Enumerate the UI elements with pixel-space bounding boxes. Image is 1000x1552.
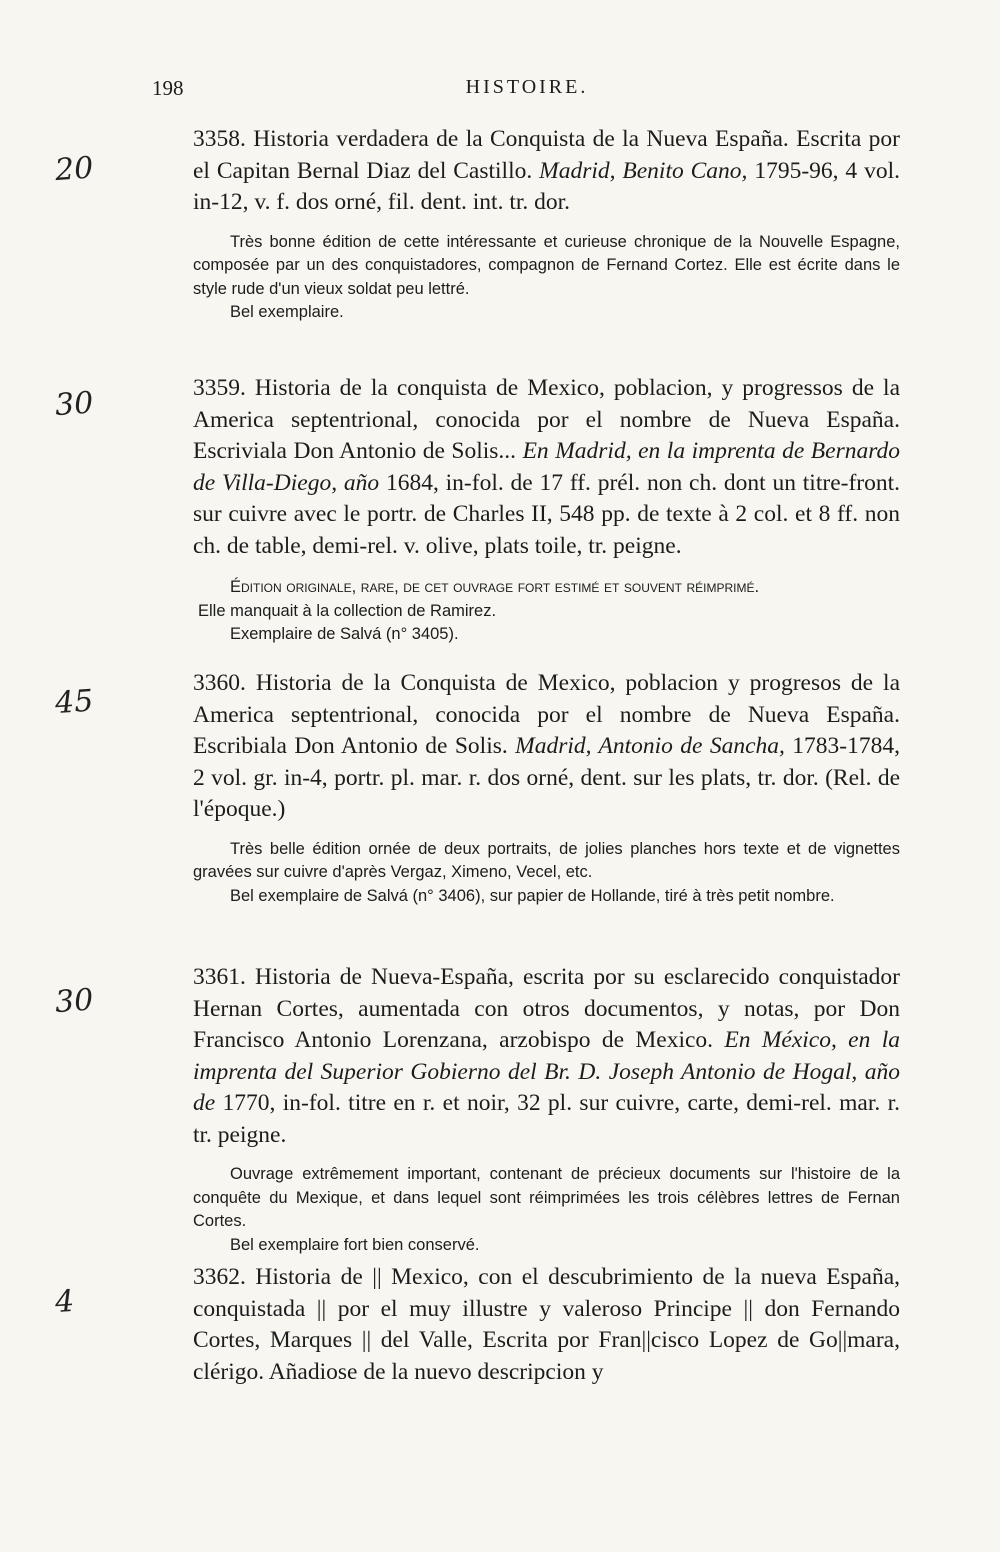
entry-title bbox=[158, 668, 900, 826]
entry-number: 3360. bbox=[193, 670, 246, 696]
margin-price-note: 30 bbox=[53, 385, 95, 424]
entry-note: Bel exemplaire de Salvá (n° 3406), sur papier de Hollande, tiré à très petit nombre. bbox=[230, 886, 835, 905]
entry-title bbox=[158, 1262, 900, 1388]
entry-note: Elle manquait à la collection de Ramirez. bbox=[198, 601, 497, 620]
page-header bbox=[152, 76, 902, 106]
entry-number: 3359. bbox=[193, 375, 246, 401]
catalogue-entry bbox=[158, 124, 900, 325]
entry-collation: 1783-1784, 2 vol. gr. in-4, portr. pl. mar. r. dos orné, dent. sur les plats, tr. dor. (Rel. de l'époque.) bbox=[193, 733, 900, 822]
entry-title-text: Historia de la conquista de Mexico, poblacion, y progressos de la America septentrional, conocida por el nombre de Nueva España. Escriviala Don Antonio de Solis... bbox=[193, 375, 900, 464]
entry-title-text: Historia verdadera de la Conquista de la Nueva España. Escrita por el Capitan Bernal Diaz del Castillo. bbox=[193, 126, 901, 184]
entry-note: Exemplaire de Salvá (n° 3405). bbox=[230, 625, 459, 643]
entry-imprint: Madrid, Antonio de Sancha, bbox=[515, 733, 785, 759]
entry-title-text: Historia de Nueva-España, escrita por su esclarecido conquistador Hernan Cortes, aumentada con otros documentos, y notas, por Don Francisco Antonio Lorenzana, arzobispo de Mexico. bbox=[193, 964, 900, 1053]
entry-title bbox=[158, 373, 900, 562]
catalogue-entry bbox=[158, 373, 900, 647]
margin-price-note: 30 bbox=[53, 982, 95, 1021]
margin-price-note: 20 bbox=[53, 150, 95, 189]
margin-price-note: 45 bbox=[53, 683, 95, 722]
entry-imprint: En Madrid, en la imprenta de Bernardo de Villa-Diego, año bbox=[193, 438, 900, 496]
entry-number: 3361. bbox=[193, 964, 246, 990]
catalogue-entry bbox=[158, 1262, 900, 1388]
entry-note: Édition originale, rare, de cet ouvrage fort estimé et souvent réimprimé. bbox=[230, 578, 760, 596]
entry-number: 3362. bbox=[193, 1264, 246, 1290]
entry-note: Bel exemplaire. bbox=[230, 303, 344, 321]
entry-title-text: Historia de || Mexico, con el descubrimiento de la nueva España, conquistada || por el muy illustre y valeroso Principe || don Fernando Cortes, Marques || del Valle, Escrita por Fran||cisco Lopez de Go||mara, clérigo. Añadiose de la nuevo descripcion y bbox=[193, 1264, 901, 1385]
entry-imprint: En México, en la imprenta del Superior Gobierno del Br. D. Joseph Antonio de Hogal, año de bbox=[193, 1027, 900, 1116]
entry-note: Très belle édition ornée de deux portraits, de jolies planches hors texte et de vignettes gravées sur cuivre d'après Vergaz, Ximeno, Vecel, etc. bbox=[193, 839, 900, 881]
entry-note: Ouvrage extrêmement important, contenant de précieux documents sur l'histoire de la conquête du Mexique, et dans lequel sont réimprimées les trois célèbres lettres de Fernan Cortes. bbox=[193, 1165, 900, 1230]
entry-collation: 1770, in-fol. titre en r. et noir, 32 pl. sur cuivre, carte, demi-rel. mar. r. tr. peigne. bbox=[193, 1090, 900, 1148]
entry-collation: 1795-96, 4 vol. in-12, v. f. dos orné, fil. dent. int. tr. dor. bbox=[193, 157, 900, 215]
entry-collation: 1684, in-fol. de 17 ff. prél. non ch. dont un titre-front. sur cuivre avec le portr. de Charles II, 548 pp. de texte à 2 col. et 8 ff. non ch. de table, demi-rel. v. olive, plats toile, tr. peigne. bbox=[193, 469, 900, 559]
entry-note: Très bonne édition de cette intéressante et curieuse chronique de la Nouvelle Espagne, composée par un des conquistadores, compagnon de Fernand Cortez. Elle est écrite dans le style rude d'un vieux soldat peu lettré. bbox=[193, 232, 900, 298]
entry-number: 3358. bbox=[193, 126, 246, 152]
catalogue-entry bbox=[158, 668, 900, 908]
entry-title bbox=[158, 962, 900, 1151]
entry-title-text: Historia de la Conquista de Mexico, poblacion y progresos de la America septentrional, conocida por el nombre de Nueva España. Escribiala Don Antonio de Solis. bbox=[193, 670, 901, 759]
running-title: HISTOIRE. bbox=[465, 76, 589, 98]
entry-note: Bel exemplaire fort bien conservé. bbox=[230, 1235, 480, 1254]
margin-price-note: 4 bbox=[53, 1283, 76, 1321]
entry-imprint: Madrid, Benito Cano, bbox=[539, 157, 748, 184]
page-number: 198 bbox=[152, 76, 184, 100]
catalogue-entry bbox=[158, 962, 900, 1257]
entry-title bbox=[158, 124, 900, 219]
